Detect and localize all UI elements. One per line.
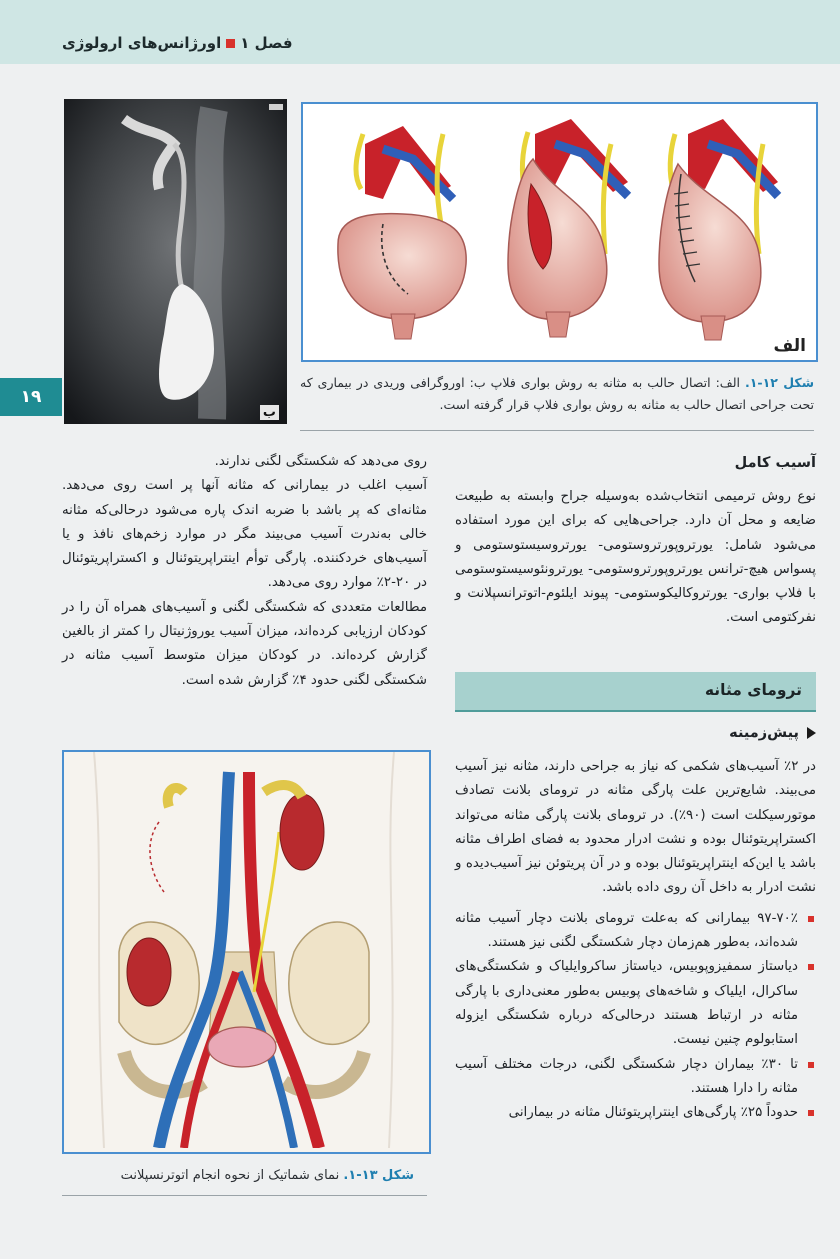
left-paragraph-3: مطالعات متعددی که شکستگی لگنی و آسیب‌های همراه آن را در کودکان ارزیابی کرده‌اند، میزان آسیب یوروژنیتال را کمتر از بالغین گزارش کرده‌اند. در کودکان میزان متوسط آسیب مثانه در شکستگی لگنی حدود ۴٪ گزارش شده است. (62, 599, 427, 688)
chapter-name: اورژانس‌های ارولوژی (62, 34, 222, 52)
left-paragraph-1: روی می‌دهد که شکستگی لگنی ندارند. (214, 454, 427, 469)
figure-12-caption (300, 372, 814, 416)
heading-complete-injury: آسیب کامل (734, 455, 816, 471)
section-title: ترومای مثانه (704, 681, 802, 699)
boari-flap-illustration (303, 104, 812, 356)
section-bladder-trauma (455, 672, 816, 712)
left-column-text (62, 450, 427, 693)
bullet-item: ۹۷-۷۰٪ بیمارانی که به‌علت ترومای بلانت دچار آسیب مثانه شده‌اند، به‌طور هم‌زمان دچار شکستگی لگنی نیز هستند. (455, 907, 816, 956)
heading-background (729, 725, 816, 741)
page-number: ۱۹ (0, 378, 62, 416)
chapter-title (62, 34, 293, 52)
xray-image (64, 99, 287, 424)
urography-illustration (64, 99, 287, 424)
triangle-bullet-icon (807, 727, 816, 739)
panel-b-label: ب (260, 405, 279, 420)
chapter-prefix: فصل ۱ (240, 34, 293, 52)
panel-a-label: الف (773, 336, 806, 356)
bladder-stage-2 (508, 119, 628, 337)
caption-divider (300, 430, 814, 431)
header-band (0, 0, 840, 64)
complete-injury-text (455, 485, 816, 631)
bladder-stage-1 (338, 126, 466, 339)
complete-injury-paragraph: نوع روش ترمیمی انتخاب‌شده به‌وسیله جراح وابسته به طبیعت ضایعه و محل آن دارد. جراحی‌هایی که برای این مورد استفاده می‌شود شامل: یورتروپورتروستومی- یورتروسیستوستومی و پسواس هیچ-ترانس یورتروپورتروستومی- یورترونئوسیستوستومی با فلاپ بواری- یورتروکالیکوستومی- پیوند ایلئوم-اتوترانسپلانت و نفرکتومی است. (455, 489, 816, 626)
bullet-item: دیاستاز سمفیزوپوبیس، دیاستاز ساکروایلیاک و شکستگی‌های ساکرال، ایلیاک و شاخه‌های پوبیس به‌طور معنی‌داری با پارگی مثانه در ارتباط هستند درحالی‌که درباره شکستگی ایزوله استابولوم چنین نیست. (455, 955, 816, 1052)
bullet-item: تا ۳۰٪ بیماران دچار شکستگی لگنی، درجات مختلف آسیب مثانه را دارا هستند. (455, 1053, 816, 1102)
bullet-item: حدوداً ۲۵٪ پارگی‌های اینتراپریتوئنال مثانه در بیمارانی (455, 1101, 816, 1125)
caption-13-divider (62, 1195, 427, 1196)
figure-13-number: شکل ۱۳-۱. (343, 1168, 414, 1183)
left-paragraph-2: آسیب اغلب در بیمارانی که مثانه آنها پر است روی می‌دهد. مثانه‌ای که پر باشد با ضربه اندک پاره می‌شود درحالی‌که مثانه خالی به‌ندرت آسیب می‌بیند مگر در موارد زخم‌های نافذ و یا آسیب‌های خردکننده. پارگی توأم اینتراپریتوئنال و اکستراپریتوئنال در ۲۰-۲٪ موارد روی می‌دهد. (62, 478, 427, 591)
heading-background-text: پیش‌زمینه (729, 725, 799, 741)
figure-13-caption-text: نمای شماتیک از نحوه انجام اتوترنسپلانت (120, 1168, 340, 1183)
bladder-stage-3 (659, 119, 778, 340)
background-text-block (455, 755, 816, 1125)
bullet-list (455, 907, 816, 1126)
figure-13-panel (62, 750, 431, 1154)
figure-12-number: شکل ۱۲-۱. (745, 375, 814, 390)
figure-12-caption-text: الف: اتصال حالب به مثانه به روش بواری فلاپ ب: اوروگرافی وریدی در بیماری که تحت جراحی اتصال حالب به مثانه به روش بواری فلاپ قرار گرفته است. (300, 375, 814, 412)
autotransplant-illustration (64, 752, 425, 1148)
background-paragraph: در ۲٪ آسیب‌های شکمی که نیاز به جراحی دارند، مثانه نیز آسیب می‌بیند. شایع‌ترین علت پارگی مثانه در ترومای بلانت تصادف موتورسیکلت است (۹۰٪). در ترومای بلانت پارگی مثانه می‌تواند اکستراپریتوئنال بوده و نشت ادرار محدود به فضای اطراف مثانه باشد یا این‌که اینتراپریتوئنال بوده و در آن پریتوئن نیز آسیب‌دیده و نشت ادرار به داخل آن روی داده باشد. (455, 759, 817, 896)
figure-13-caption (62, 1168, 414, 1183)
figure-12-panel (301, 102, 818, 362)
red-square-icon (226, 39, 235, 48)
